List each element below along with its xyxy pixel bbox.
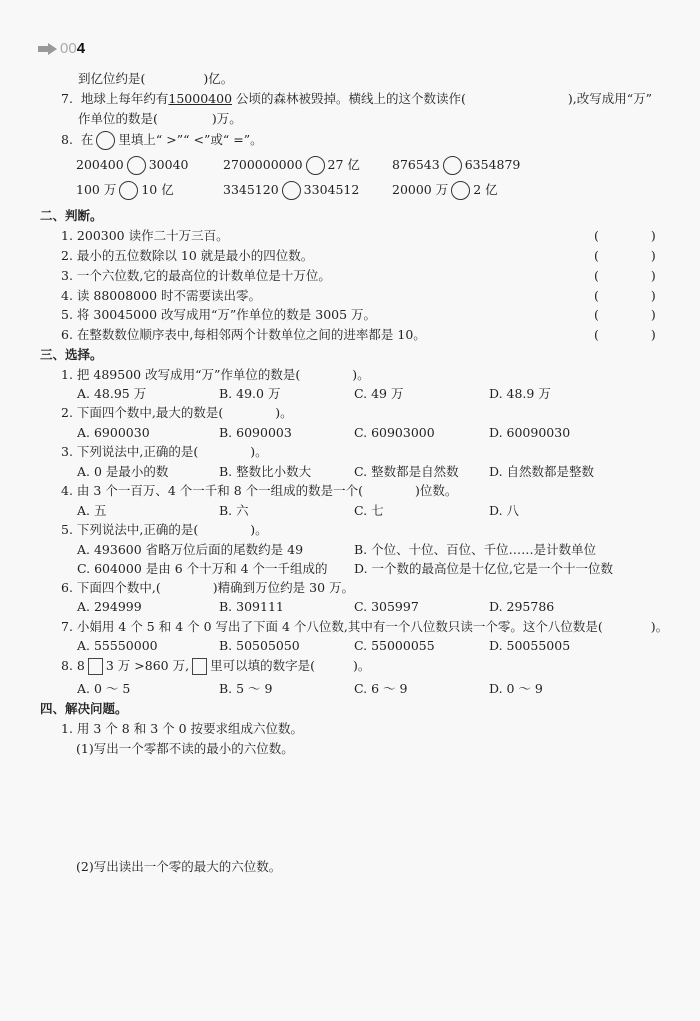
compare-circle-input [451, 181, 470, 200]
choice-question: 6. 下面四个数中,( )精确到万位约是 30 万。 [61, 580, 355, 595]
answer-paren[interactable]: ( ) [594, 288, 656, 303]
option-a[interactable]: A. 五 [77, 503, 107, 518]
answer-paren[interactable]: ( ) [594, 327, 656, 342]
option-d[interactable]: D. 60090030 [489, 425, 571, 440]
choice-question: 3. 下列说法中,正确的是( )。 [61, 444, 268, 459]
compare-item[interactable]: 2700000000 27 亿 [223, 156, 360, 175]
answer-paren[interactable]: ( ) [594, 248, 656, 263]
compare-circle-input [127, 156, 146, 175]
option-c[interactable]: C. 55000055 [354, 638, 435, 653]
option-c[interactable]: C. 60903000 [354, 425, 435, 440]
choice-question: 1. 把 489500 改写成用“万”作单位的数是( )。 [61, 367, 370, 382]
arrow-right-icon [38, 43, 58, 55]
judge-item: 1. 200300 读作二十万三百。 [61, 228, 229, 243]
square-box-icon [88, 658, 103, 675]
option-d[interactable]: D. 50055005 [489, 638, 571, 653]
option-a[interactable]: A. 0 ～ 5 [77, 681, 131, 696]
choice-question: 8. 8 3 万 >860 万, 里可以填的数字是( )。 [61, 658, 371, 673]
option-a[interactable]: A. 55550000 [77, 638, 158, 653]
option-c[interactable]: C. 305997 [354, 599, 419, 614]
q7-line2: 作单位的数是( )万。 [78, 111, 242, 126]
option-b[interactable]: B. 49.0 万 [219, 386, 281, 401]
sub-question-1: (1)写出一个零都不读的最小的六位数。 [76, 741, 294, 756]
compare-circle-input [282, 181, 301, 200]
option-d[interactable]: D. 295786 [489, 599, 555, 614]
q6-tail: 到亿位约是( )亿。 [78, 71, 234, 86]
option-c[interactable]: C. 604000 是由 6 个十万和 4 个一千组成的 [77, 561, 328, 576]
option-d[interactable]: D. 自然数都是整数 [489, 464, 595, 479]
compare-item[interactable]: 876543 6354879 [392, 156, 520, 175]
choice-question: 5. 下列说法中,正确的是( )。 [61, 522, 268, 537]
compare-circle-input [443, 156, 462, 175]
sub-question-2: (2)写出读出一个零的最大的六位数。 [76, 859, 282, 874]
compare-circle-input [119, 181, 138, 200]
page-number: 00 4 [38, 40, 85, 57]
option-d[interactable]: D. 一个数的最高位是十亿位,它是一个十一位数 [354, 561, 613, 576]
option-a[interactable]: A. 493600 省略万位后面的尾数约是 49 [77, 542, 304, 557]
option-a[interactable]: A. 0 是最小的数 [77, 464, 169, 479]
compare-item[interactable]: 200400 30040 [76, 156, 188, 175]
option-c[interactable]: C. 整数都是自然数 [354, 464, 459, 479]
circle-icon [96, 131, 115, 150]
option-c[interactable]: C. 49 万 [354, 386, 404, 401]
choice-question: 2. 下面四个数中,最大的数是( )。 [61, 405, 293, 420]
q7-line1: 7. 地球上每年约有15000400 公顷的森林被毁掉。横线上的这个数读作( ),改写成用“万” [61, 91, 653, 106]
option-b[interactable]: B. 整数比小数大 [219, 464, 312, 479]
square-box-icon [192, 658, 207, 675]
option-a[interactable]: A. 48.95 万 [77, 386, 147, 401]
option-d[interactable]: D. 八 [489, 503, 520, 518]
answer-paren[interactable]: ( ) [594, 228, 656, 243]
judge-item: 2. 最小的五位数除以 10 就是最小的四位数。 [61, 248, 314, 263]
judge-item: 3. 一个六位数,它的最高位的计数单位是十万位。 [61, 268, 331, 283]
choice-question: 4. 由 3 个一百万、4 个一千和 8 个一组成的数是一个( )位数。 [61, 483, 458, 498]
compare-item[interactable]: 3345120 3304512 [223, 181, 359, 200]
answer-paren[interactable]: ( ) [594, 268, 656, 283]
compare-item[interactable]: 20000 万 2 亿 [392, 181, 498, 200]
option-b[interactable]: B. 309111 [219, 599, 284, 614]
option-b[interactable]: B. 6090003 [219, 425, 292, 440]
judge-item: 5. 将 30045000 改写成用“万”作单位的数是 3005 万。 [61, 307, 377, 322]
q8-instruction: 8. 在 里填上“ >”“ <”或“ =”。 [61, 131, 263, 150]
option-b[interactable]: B. 50505050 [219, 638, 300, 653]
problem-question: 1. 用 3 个 8 和 3 个 0 按要求组成六位数。 [61, 721, 304, 736]
option-a[interactable]: A. 294999 [77, 599, 142, 614]
judge-item: 4. 读 88008000 时不需要读出零。 [61, 288, 261, 303]
option-a[interactable]: A. 6900030 [77, 425, 150, 440]
option-d[interactable]: D. 48.9 万 [489, 386, 551, 401]
answer-paren[interactable]: ( ) [594, 307, 656, 322]
judge-item: 6. 在整数数位顺序表中,每相邻两个计数单位之间的进率都是 10。 [61, 327, 426, 342]
section-title-judge: 二、判断。 [40, 208, 103, 223]
option-b[interactable]: B. 5 ～ 9 [219, 681, 273, 696]
compare-item[interactable]: 100 万 10 亿 [76, 181, 174, 200]
option-b[interactable]: B. 六 [219, 503, 249, 518]
choice-question: 7. 小娟用 4 个 5 和 4 个 0 写出了下面 4 个八位数,其中有一个八位数只读一个零。这个八位数是( )。 [61, 619, 669, 634]
section-title-choice: 三、选择。 [40, 347, 103, 362]
option-c[interactable]: C. 6 ～ 9 [354, 681, 408, 696]
option-b[interactable]: B. 个位、十位、百位、千位……是计数单位 [354, 542, 597, 557]
compare-circle-input [306, 156, 325, 175]
section-title-problems: 四、解决问题。 [40, 701, 128, 716]
option-c[interactable]: C. 七 [354, 503, 384, 518]
option-d[interactable]: D. 0 ～ 9 [489, 681, 543, 696]
